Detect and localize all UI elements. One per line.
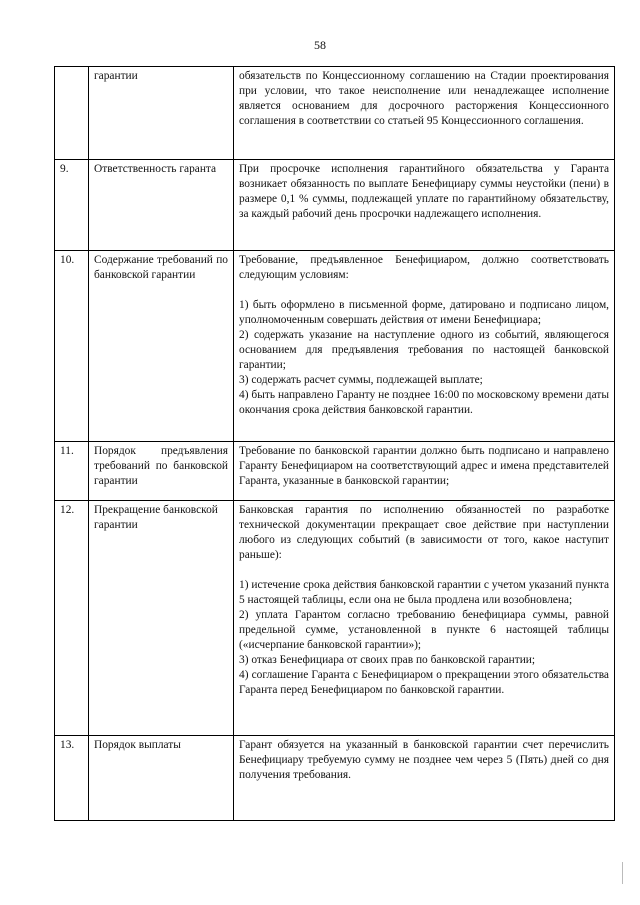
row-label: гарантии bbox=[89, 67, 234, 160]
table-row bbox=[55, 160, 615, 251]
paragraph: 2) уплата Гарантом согласно требованию бенефициара суммы, равной предельной сумме, установленной в пункте 6 настоящей таблицы («исчерпание банковской гарантии»); bbox=[239, 609, 609, 651]
table-row bbox=[55, 736, 615, 821]
row-number: 10. bbox=[55, 251, 89, 442]
row-content bbox=[234, 442, 615, 501]
paragraph: Требование, предъявленное Бенефициаром, должно соответствовать следующим условиям: bbox=[239, 254, 609, 281]
row-content bbox=[234, 67, 615, 160]
table-row bbox=[55, 501, 615, 736]
row-label: Ответственность гаранта bbox=[89, 160, 234, 251]
paragraph: 3) содержать расчет суммы, подлежащей выплате; bbox=[239, 374, 483, 386]
paragraph: Банковская гарантия по исполнению обязанностей по разработке технической документации прекращает свое действие при наступлении любого из следующих событий (в зависимости от того, какое наступит раньше): bbox=[239, 504, 609, 561]
row-label: Порядок предъявления требований по банковской гарантии bbox=[89, 442, 234, 501]
row-label: Порядок выплаты bbox=[89, 736, 234, 821]
paragraph: 4) быть направлено Гаранту не позднее 16:00 по московскому времени даты окончания срока действия банковской гарантии. bbox=[239, 389, 609, 416]
row-content bbox=[234, 736, 615, 821]
row-content bbox=[234, 501, 615, 736]
page-number: 58 bbox=[314, 38, 326, 52]
table-row bbox=[55, 251, 615, 442]
paragraph: 1) быть оформлено в письменной форме, датировано и подписано лицом, уполномоченным совершать действия от имени Бенефициара; bbox=[239, 299, 609, 326]
paragraph: При просрочке исполнения гарантийного обязательства у Гаранта возникает обязанность по выплате Бенефициару суммы неустойки (пени) в размере 0,1 % суммы, подлежащей уплате по гарантийному обязательству, за каждый рабочий день просрочки надлежащего исполнения. bbox=[239, 163, 609, 220]
row-number: 12. bbox=[55, 501, 89, 736]
row-content bbox=[234, 160, 615, 251]
paragraph: Гарант обязуется на указанный в банковской гарантии счет перечислить Бенефициару требуемую сумму не позднее чем через 5 (Пять) дней со дня получения требования. bbox=[239, 739, 609, 781]
row-number bbox=[55, 67, 89, 160]
table-row bbox=[55, 442, 615, 501]
row-number: 13. bbox=[55, 736, 89, 821]
guarantee-terms-table bbox=[54, 66, 615, 821]
blank-line bbox=[239, 563, 609, 578]
table-row bbox=[55, 67, 615, 160]
paragraph: Требование по банковской гарантии должно быть подписано и направлено Гаранту Бенефициаром на соответствующий адрес и имена представителей Гаранта, указанные в банковской гарантии; bbox=[239, 445, 609, 487]
row-content bbox=[234, 251, 615, 442]
row-label: Содержание требований по банковской гарантии bbox=[89, 251, 234, 442]
blank-line bbox=[239, 283, 609, 298]
paragraph: 2) содержать указание на наступление одного из событий, являющегося основанием для предъявления требования по настоящей банковской гарантии; bbox=[239, 329, 609, 371]
paragraph: 1) истечение срока действия банковской гарантии с учетом указаний пункта 5 настоящей таблицы, если она не была продлена или возобновлена; bbox=[239, 579, 609, 606]
scan-margin-mark bbox=[622, 862, 623, 884]
paragraph: обязательств по Концессионному соглашению на Стадии проектирования при условии, что такое неисполнение или ненадлежащее исполнение является основанием для досрочного расторжения Концессионного соглашения в соответствии со статьей 95 Концессионного соглашения. bbox=[239, 70, 609, 127]
paragraph: 4) соглашение Гаранта с Бенефициаром о прекращении этого обязательства Гаранта перед Бенефициаром по банковской гарантии. bbox=[239, 669, 609, 696]
row-number: 11. bbox=[55, 442, 89, 501]
paragraph: 3) отказ Бенефициара от своих прав по банковской гарантии; bbox=[239, 654, 536, 666]
row-number: 9. bbox=[55, 160, 89, 251]
row-label: Прекращение банковской гарантии bbox=[89, 501, 234, 736]
